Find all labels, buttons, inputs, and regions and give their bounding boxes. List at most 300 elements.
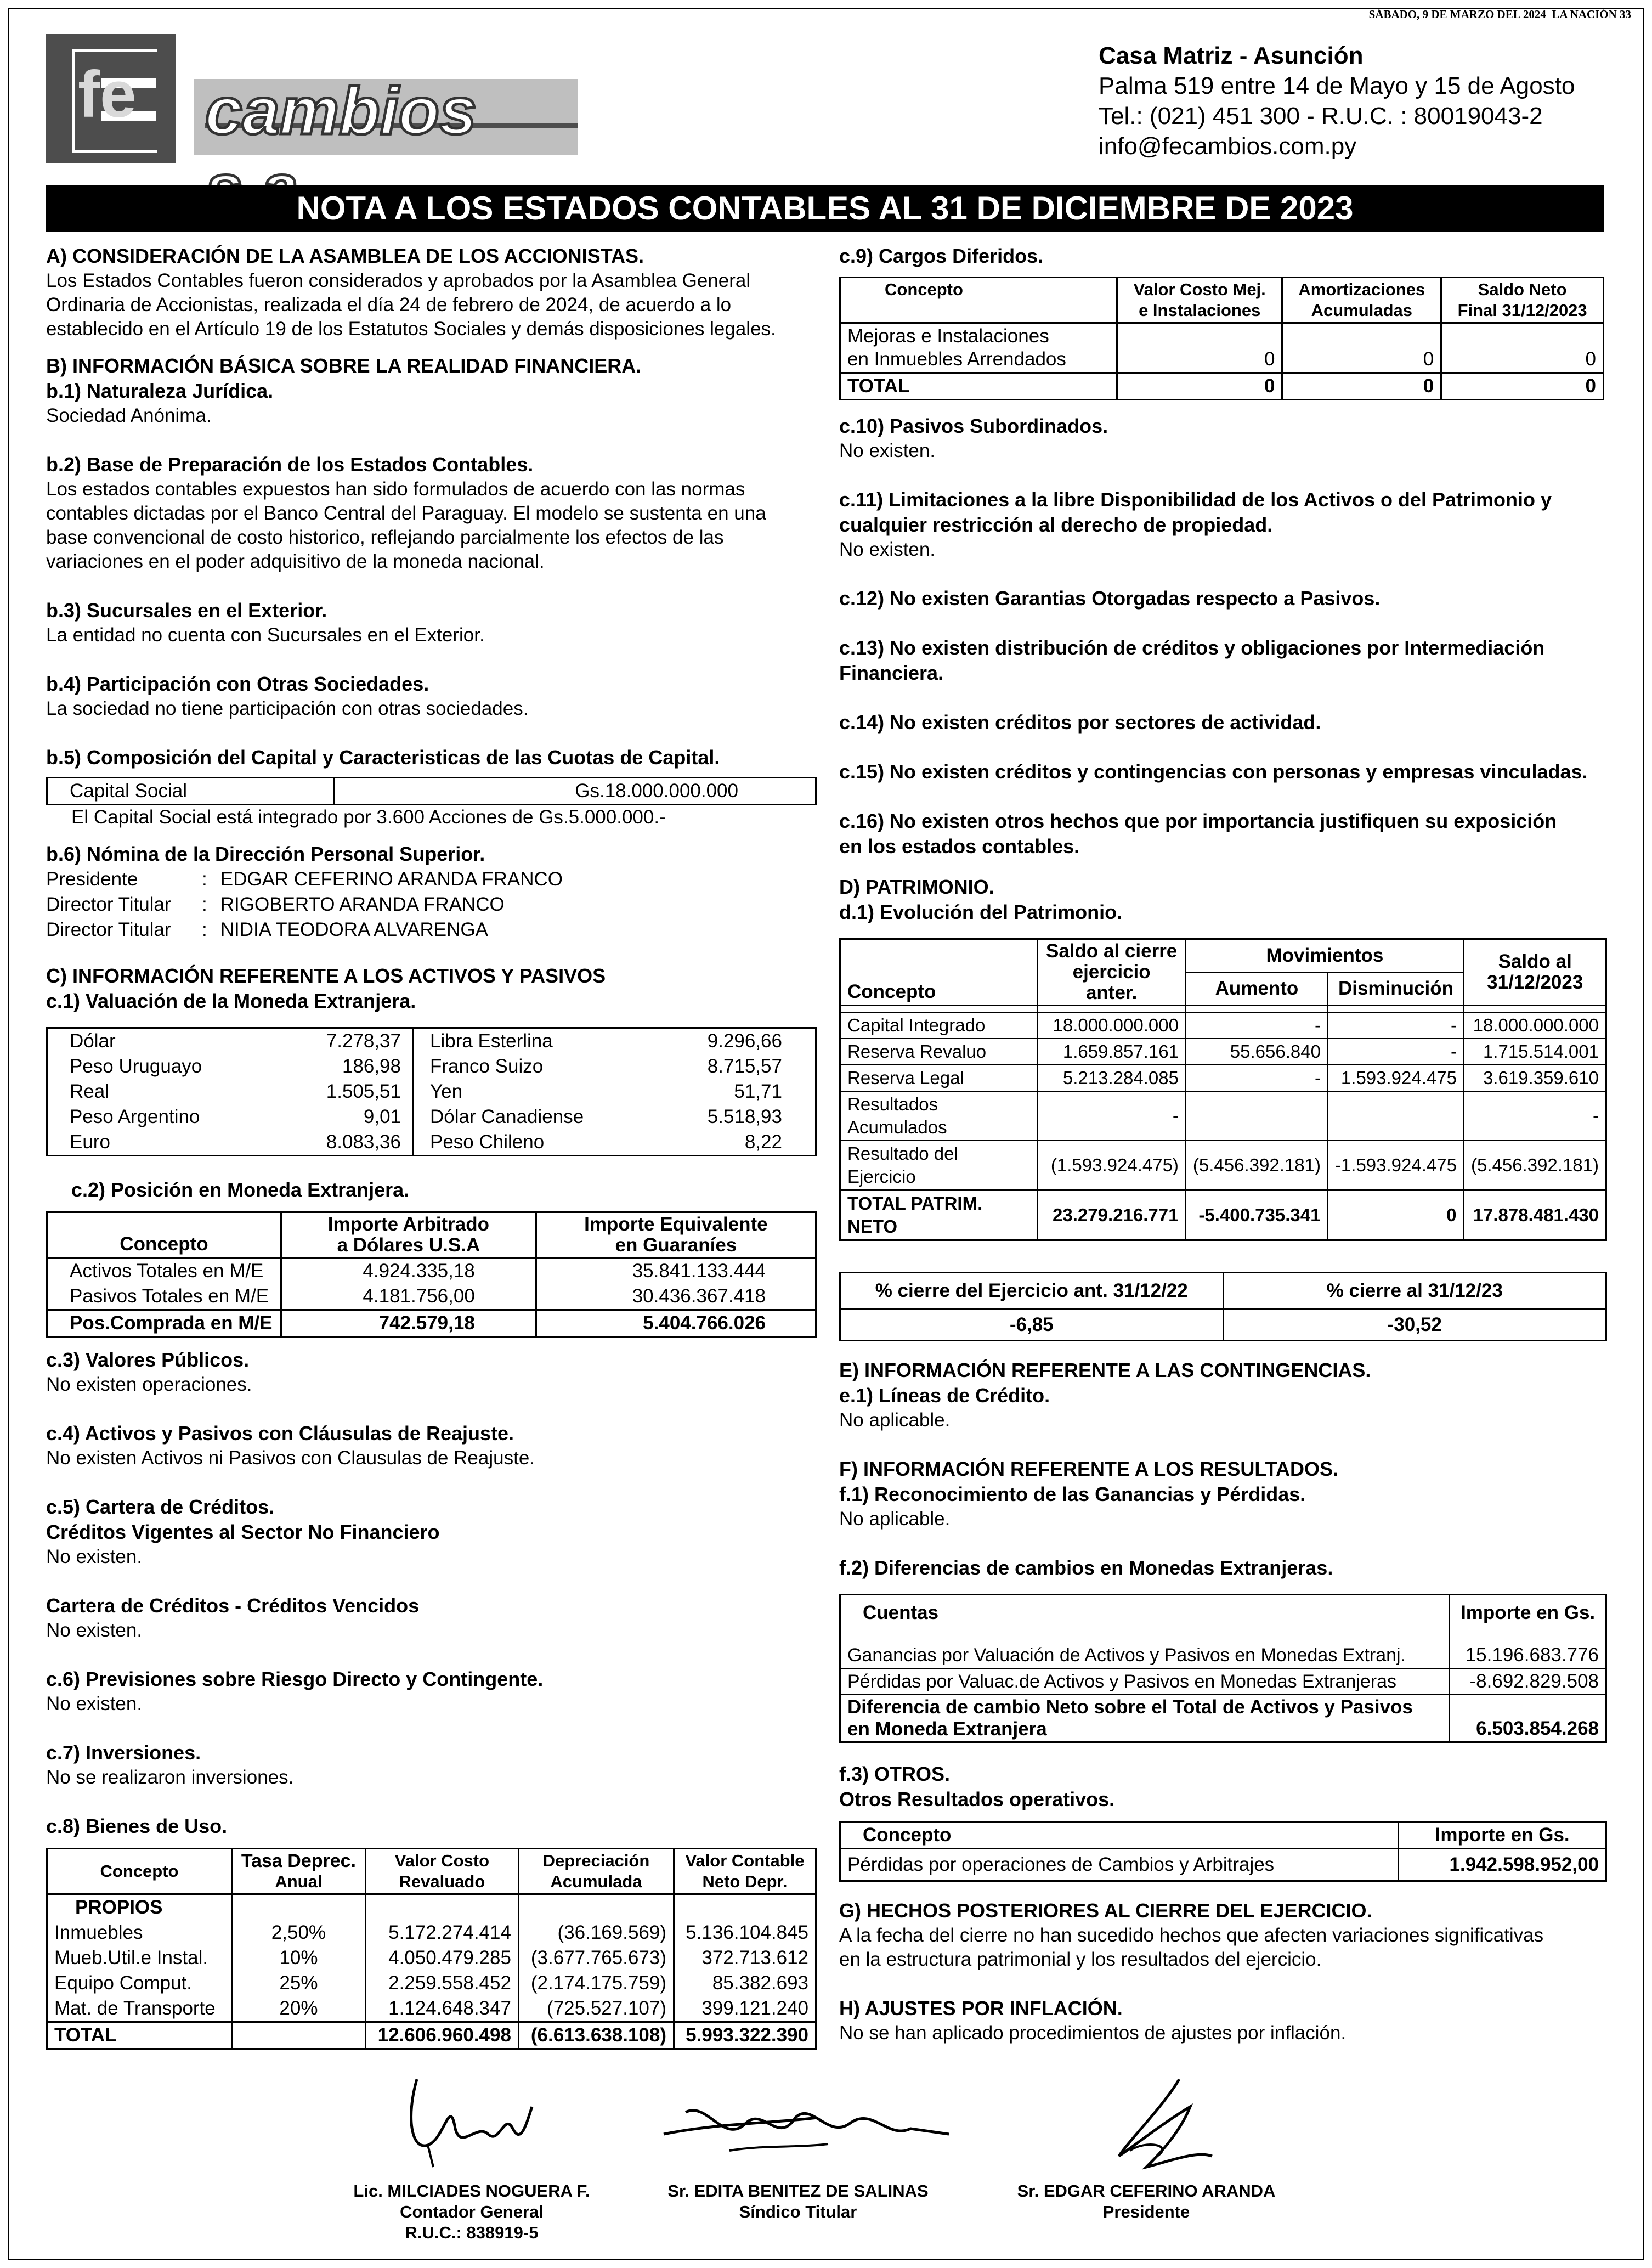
- table-cell: Inmuebles: [47, 1920, 232, 1945]
- directors-table: [39, 867, 569, 943]
- header-line: e Instalaciones: [1139, 301, 1261, 320]
- newspaper-header: [1369, 8, 1631, 21]
- text-line: Ordinaria de Accionistas, realizada el día 24 de febrero de 2024, de acuerdo a lo: [46, 294, 732, 315]
- table-cell: 8.715,57: [707, 1056, 782, 1077]
- title-line: c.11) Limitaciones a la libre Disponibilidad de los Activos o del Patrimonio y: [839, 488, 1552, 511]
- fx-valuation-table: [46, 1027, 817, 1156]
- table-cell: -1.593.924.475: [1328, 1141, 1464, 1191]
- table-header: Disminución: [1328, 972, 1464, 1006]
- table-cell: Libra Esterlina: [430, 1030, 553, 1052]
- company-address: Palma 519 entre 14 de Mayo y 15 de Agosto: [1099, 72, 1575, 99]
- header-line: Saldo al: [1498, 951, 1572, 972]
- table-row: [840, 1631, 1606, 1668]
- table-cell: 25%: [232, 1971, 366, 1996]
- table-header: [1441, 278, 1604, 323]
- section-c6-title: c.6) Previsiones sobre Riesgo Directo y Contingente.: [46, 1668, 544, 1690]
- table-cell: PROPIOS: [47, 1894, 232, 1921]
- fixed-assets-table: [46, 1848, 817, 2050]
- table-header-row: [47, 1849, 816, 1894]
- table-cell: 85.382.693: [674, 1971, 816, 1996]
- section-f1-title: f.1) Reconocimiento de las Ganancias y Pérdidas.: [839, 1482, 1306, 1505]
- table-cell: 0: [1441, 323, 1604, 373]
- table-cell: Activos Totales en M/E: [47, 1258, 281, 1284]
- text-line: variaciones en el poder adquisitivo de la moneda nacional.: [46, 551, 545, 572]
- section-c11-title: [839, 487, 1607, 538]
- table-header: [518, 1849, 674, 1894]
- header-line: Acumuladas: [1311, 301, 1412, 320]
- section-c7-title: c.7) Inversiones.: [46, 1741, 201, 1764]
- table-cell: Ganancias por Valuación de Activos y Pasivos en Monedas Extranj.: [840, 1631, 1450, 1668]
- section-b6-title: b.6) Nómina de la Dirección Personal Superior.: [46, 843, 485, 865]
- right-column: [839, 244, 1607, 2045]
- section-c14-title: c.14) No existen créditos por sectores de actividad.: [839, 711, 1321, 734]
- table-cell: 9.296,66: [707, 1030, 782, 1052]
- director-name: RIGOBERTO ARANDA FRANCO: [220, 894, 505, 915]
- table-cell: (2.174.175.759): [518, 1971, 674, 1996]
- table-cell: -: [1037, 1091, 1186, 1141]
- section-h-title: H) AJUSTES POR INFLACIÓN.: [839, 1996, 1123, 2019]
- table-cell: 5.518,93: [707, 1106, 782, 1127]
- table-header-row: [840, 939, 1606, 973]
- table-cell: 35.841.133.444: [536, 1258, 816, 1284]
- table-cell: Pasivos Totales en M/E: [47, 1284, 281, 1310]
- table-total-row: [47, 1310, 816, 1337]
- exchange-diff-table: [839, 1594, 1607, 1743]
- table-row: [47, 1079, 816, 1104]
- section-c3-title: c.3) Valores Públicos.: [46, 1349, 250, 1371]
- table-row: [840, 1848, 1606, 1881]
- table-cell: 55.656.840: [1186, 1039, 1328, 1065]
- table-cell: Resultados Acumulados: [840, 1091, 1038, 1141]
- director-sep: :: [202, 868, 207, 890]
- section-c15-title: c.15) No existen créditos y contingencias con personas y empresas vinculadas.: [839, 760, 1588, 783]
- header-line: Importe Equivalente: [584, 1214, 768, 1235]
- table-header: [1037, 939, 1186, 1006]
- table-cell: Pos.Comprada en M/E: [47, 1310, 281, 1337]
- table-row: [840, 1012, 1606, 1039]
- section-c5-sub2: Cartera de Créditos - Créditos Vencidos: [46, 1594, 420, 1617]
- table-cell: Reserva Legal: [840, 1065, 1038, 1091]
- title-line: cualquier restricción al derecho de propiedad.: [839, 514, 1273, 536]
- header-line: Final 31/12/2023: [1457, 301, 1587, 320]
- header-line: Saldo al cierre: [1045, 940, 1178, 962]
- table-cell: 1.942.598.952,00: [1399, 1848, 1606, 1881]
- table-cell: 5.993.322.390: [674, 2022, 816, 2049]
- section-b5-title: b.5) Composición del Capital y Caracteristicas de las Cuotas de Capital.: [46, 746, 720, 769]
- table-row: [47, 1028, 816, 1054]
- table-cell: Dólar: [70, 1030, 116, 1052]
- section-c11-text: No existen.: [839, 539, 936, 560]
- section-f3-title: f.3) OTROS.: [839, 1762, 951, 1785]
- section-c6-text: No existen.: [46, 1693, 143, 1714]
- header-line: Anual: [275, 1872, 323, 1891]
- table-cell: 20%: [232, 1996, 366, 2022]
- section-g-title: G) HECHOS POSTERIORES AL CIERRE DEL EJERCICIO.: [839, 1899, 1372, 1922]
- table-cell: (6.613.638.108): [518, 2022, 674, 2049]
- table-cell: Pérdidas por Valuac.de Activos y Pasivos en Monedas Extranjeras: [840, 1668, 1450, 1695]
- table-row: [47, 1104, 816, 1130]
- table-cell: 0: [1282, 373, 1441, 400]
- section-c16-title: [839, 809, 1607, 859]
- section-e-title: E) INFORMACIÓN REFERENTE A LAS CONTINGENCIAS.: [839, 1358, 1371, 1381]
- section-e1-text: No aplicable.: [839, 1409, 951, 1431]
- company-info: [1099, 41, 1575, 161]
- table-cell: -5.400.735.341: [1186, 1190, 1328, 1240]
- table-cell: 4.924.335,18: [281, 1258, 536, 1284]
- table-header-row: [840, 1821, 1606, 1848]
- table-cell: Real: [70, 1081, 109, 1102]
- table-cell: 5.136.104.845: [674, 1920, 816, 1945]
- table-header: [365, 1849, 518, 1894]
- section-g-text: [839, 1923, 1607, 1972]
- table-cell: -6,85: [840, 1309, 1224, 1340]
- table-row: [47, 1920, 816, 1945]
- section-c5-sub1: Créditos Vigentes al Sector No Financiero: [46, 1521, 440, 1543]
- table-cell: 5.213.284.085: [1037, 1065, 1186, 1091]
- table-cell: Pérdidas por operaciones de Cambios y Arbitrajes: [840, 1848, 1399, 1881]
- table-header: % cierre al 31/12/23: [1223, 1272, 1606, 1309]
- director-name: EDGAR CEFERINO ARANDA FRANCO: [220, 868, 563, 890]
- table-row: [840, 1141, 1606, 1191]
- header-line: Valor Costo: [394, 1851, 490, 1870]
- director-sep: :: [202, 919, 207, 940]
- table-row: [47, 1258, 816, 1284]
- section-c2-title: c.2) Posición en Moneda Extranjera.: [71, 1178, 410, 1201]
- table-header: [674, 1849, 816, 1894]
- signature-title: Presidente: [1102, 2202, 1190, 2221]
- table-row: [840, 1039, 1606, 1065]
- table-cell: -: [1186, 1012, 1328, 1039]
- table-header: [1282, 278, 1441, 323]
- table-cell: Franco Suizo: [430, 1056, 544, 1077]
- signature-scribble-2: [653, 2079, 960, 2167]
- section-b3-title: b.3) Sucursales en el Exterior.: [46, 599, 327, 622]
- section-a-text: [46, 269, 825, 341]
- table-cell: 4.050.479.285: [365, 1945, 518, 1971]
- header-line: Importe Arbitrado: [327, 1214, 490, 1235]
- table-cell: (1.593.924.475): [1037, 1141, 1186, 1191]
- table-cell: Yen: [430, 1081, 463, 1102]
- header-line: 31/12/2023: [1487, 972, 1583, 993]
- section-c5-title: c.5) Cartera de Créditos.: [46, 1496, 275, 1518]
- table-cell: Capital Integrado: [840, 1012, 1038, 1039]
- director-row: [39, 917, 569, 943]
- table-cell: Reserva Revaluo: [840, 1039, 1038, 1065]
- section-b1-text: Sociedad Anónima.: [46, 405, 212, 426]
- table-cell: TOTAL PATRIM. NETO: [840, 1190, 1038, 1240]
- section-c7-text: No se realizaron inversiones.: [46, 1767, 294, 1788]
- header-line: Neto Depr.: [702, 1872, 788, 1891]
- section-b2-title: b.2) Base de Preparación de los Estados Contables.: [46, 453, 534, 476]
- header-line: ejercicio anter.: [1072, 961, 1151, 1003]
- table-cell: 372.713.612: [674, 1945, 816, 1971]
- table-cell: 5.172.274.414: [365, 1920, 518, 1945]
- table-cell: Euro: [70, 1131, 110, 1153]
- table-header: Importe en Gs.: [1461, 1601, 1596, 1623]
- table-header: Importe en Gs.: [1399, 1821, 1606, 1848]
- section-d-title: D) PATRIMONIO.: [839, 876, 994, 898]
- text-line: Los estados contables expuestos han sido formulados de acuerdo con las normas: [46, 478, 745, 500]
- table-header: [536, 1212, 816, 1258]
- table-header: [281, 1212, 536, 1258]
- section-a-title: A) CONSIDERACIÓN DE LA ASAMBLEA DE LOS ACCIONISTAS.: [46, 245, 644, 267]
- header-line: Depreciación: [542, 1851, 650, 1870]
- director-role: Presidente: [46, 868, 138, 890]
- section-f1-text: No aplicable.: [839, 1508, 951, 1530]
- newspaper-page: LA NACIÓN 33: [1552, 8, 1631, 21]
- table-cell: TOTAL: [840, 373, 1117, 400]
- capital-note: El Capital Social está integrado por 3.600 Acciones de Gs.5.000.000.-: [71, 806, 666, 828]
- director-row: [39, 892, 569, 917]
- section-c8-title: c.8) Bienes de Uso.: [46, 1815, 228, 1837]
- left-column: [46, 244, 825, 2050]
- table-cell: 1.593.924.475: [1328, 1065, 1464, 1091]
- header-line: en Guaraníes: [615, 1234, 737, 1256]
- section-b-title: B) INFORMACIÓN BÁSICA SOBRE LA REALIDAD FINANCIERA.: [46, 354, 642, 377]
- table-header: Concepto: [47, 1212, 281, 1258]
- signature-title: Contador General: [400, 2202, 544, 2221]
- table-cell: [232, 2022, 366, 2049]
- table-header: Cuentas: [840, 1594, 1450, 1631]
- table-header: [1464, 939, 1606, 1006]
- header-line: Amortizaciones: [1298, 280, 1425, 299]
- table-cell: 186,98: [285, 1054, 413, 1079]
- table-cell: Dólar Canadiense: [430, 1106, 584, 1127]
- section-c5-text2: No existen.: [46, 1620, 143, 1641]
- table-cell: [840, 323, 1117, 373]
- section-f2-title: f.2) Diferencias de cambios en Monedas Extranjeras.: [839, 1556, 1333, 1579]
- table-cell: 10%: [232, 1945, 366, 1971]
- signature-block-president: [987, 2181, 1305, 2222]
- table-header: Concepto: [840, 939, 1038, 1006]
- deferred-charges-table: [839, 277, 1604, 400]
- table-total-row: [840, 1190, 1606, 1240]
- header-line: Saldo Neto: [1478, 280, 1567, 299]
- table-cell: 1.715.514.001: [1464, 1039, 1606, 1065]
- table-cell: Equipo Comput.: [47, 1971, 232, 1996]
- table-row: [47, 1945, 816, 1971]
- table-header: Concepto: [840, 278, 1117, 323]
- table-cell: 0: [1441, 373, 1604, 400]
- capital-label: Capital Social: [47, 778, 334, 805]
- table-cell: 17.878.481.430: [1464, 1190, 1606, 1240]
- section-d1-title: d.1) Evolución del Patrimonio.: [839, 901, 1123, 923]
- director-role: Director Titular: [46, 894, 171, 915]
- table-cell: 0: [1117, 373, 1282, 400]
- table-cell: -: [1328, 1012, 1464, 1039]
- table-cell: 3.619.359.610: [1464, 1065, 1606, 1091]
- table-cell: -: [1328, 1039, 1464, 1065]
- table-cell: (5.456.392.181): [1464, 1141, 1606, 1191]
- table-row: [47, 1996, 816, 2022]
- section-c13-title: [839, 635, 1607, 686]
- table-total-row: [840, 373, 1604, 400]
- table-row: [47, 1130, 816, 1156]
- cell-line: Mejoras e Instalaciones: [847, 325, 1049, 347]
- table-group-row: [47, 1894, 816, 1921]
- table-cell: 4.181.756,00: [281, 1284, 536, 1310]
- section-c9-title: c.9) Cargos Diferidos.: [839, 245, 1044, 267]
- table-header: % cierre del Ejercicio ant. 31/12/22: [840, 1272, 1224, 1309]
- equity-table: [839, 938, 1607, 1241]
- table-row: [840, 1091, 1606, 1141]
- text-line: contables dictadas por el Banco Central del Paraguay. El modelo se sustenta en una: [46, 503, 766, 524]
- company-email: info@fecambios.com.py: [1099, 133, 1357, 160]
- section-b4-title: b.4) Participación con Otras Sociedades.: [46, 673, 429, 695]
- table-cell: [1186, 1091, 1328, 1141]
- logo-mark: [46, 34, 176, 163]
- signature-name: Sr. EDGAR CEFERINO ARANDA: [1017, 2181, 1276, 2201]
- table-cell: 8,22: [744, 1131, 782, 1153]
- section-c12-title: c.12) No existen Garantias Otorgadas respecto a Pasivos.: [839, 587, 1381, 610]
- table-header: Movimientos: [1186, 939, 1464, 973]
- cell-line: en Moneda Extranjera: [847, 1718, 1047, 1740]
- cell-line: en Inmuebles Arrendados: [847, 348, 1066, 370]
- section-b1-title: b.1) Naturaleza Jurídica.: [46, 380, 274, 402]
- table-cell: 23.279.216.771: [1037, 1190, 1186, 1240]
- director-role: Director Titular: [46, 919, 171, 940]
- signature-name: Sr. EDITA BENITEZ DE SALINAS: [667, 2181, 929, 2201]
- table-cell: -: [1186, 1065, 1328, 1091]
- section-c10-text: No existen.: [839, 440, 936, 461]
- logo-text: cambios: [205, 74, 477, 148]
- table-total-row: [840, 1695, 1606, 1742]
- header-line: Revaluado: [399, 1872, 485, 1891]
- table-cell: 12.606.960.498: [365, 2022, 518, 2049]
- capital-table: [46, 777, 817, 805]
- table-header: [1117, 278, 1282, 323]
- signature-block-accountant: [329, 2181, 614, 2243]
- table-cell: 18.000.000.000: [1037, 1012, 1186, 1039]
- table-cell: 18.000.000.000: [1464, 1012, 1606, 1039]
- header-line: Acumulada: [550, 1872, 642, 1891]
- table-header: [232, 1849, 366, 1894]
- fx-position-table: [46, 1211, 817, 1338]
- table-header-row: [47, 1212, 816, 1258]
- table-cell: Resultado del Ejercicio: [840, 1141, 1038, 1191]
- table-total-row: [47, 2022, 816, 2049]
- text-line: en la estructura patrimonial y los resultados del ejercicio.: [839, 1948, 1322, 1970]
- table-cell: 8.083,36: [285, 1130, 413, 1156]
- table-cell: (5.456.392.181): [1186, 1141, 1328, 1191]
- table-cell: 15.196.683.776: [1450, 1631, 1606, 1668]
- table-cell: 0: [1282, 323, 1441, 373]
- section-c1-title: c.1) Valuación de la Moneda Extranjera.: [46, 990, 416, 1012]
- header-line: Valor Contable: [685, 1851, 805, 1870]
- section-b2-text: [46, 477, 825, 574]
- header-line: a Dólares U.S.A: [337, 1234, 480, 1256]
- table-cell: 399.121.240: [674, 1996, 816, 2022]
- director-name: NIDIA TEODORA ALVARENGA: [220, 919, 488, 940]
- page-title: NOTA A LOS ESTADOS CONTABLES AL 31 DE DICIEMBRE DE 2023: [46, 185, 1604, 232]
- table-cell: Mat. de Transporte: [47, 1996, 232, 2022]
- table-cell: 5.404.766.026: [536, 1310, 816, 1337]
- table-cell: 742.579,18: [281, 1310, 536, 1337]
- table-cell: 2,50%: [232, 1920, 366, 1945]
- table-row: [840, 1668, 1606, 1695]
- table-cell: Peso Uruguayo: [70, 1056, 202, 1077]
- table-cell: Peso Argentino: [70, 1106, 200, 1127]
- table-row: [47, 1971, 816, 1996]
- table-cell: 1.505,51: [285, 1079, 413, 1104]
- table-cell: Peso Chileno: [430, 1131, 545, 1153]
- table-row: [840, 1065, 1606, 1091]
- table-cell: 6.503.854.268: [1476, 1717, 1599, 1739]
- header-line: Tasa Deprec.: [241, 1850, 356, 1871]
- table-cell: 30.436.367.418: [536, 1284, 816, 1310]
- section-b4-text: La sociedad no tiene participación con otras sociedades.: [46, 698, 529, 719]
- logo-mark-text: fe: [78, 58, 137, 131]
- signature-title: Síndico Titular: [739, 2202, 857, 2221]
- company-logo: [46, 34, 578, 163]
- table-cell: 9,01: [285, 1104, 413, 1130]
- table-cell: TOTAL: [47, 2022, 232, 2049]
- text-line: base convencional de costo historico, reflejando parcialmente los efectos de las: [46, 527, 724, 548]
- table-header-row: [840, 1594, 1606, 1631]
- table-cell: -: [1464, 1091, 1606, 1141]
- section-c5-text1: No existen.: [46, 1546, 143, 1567]
- table-cell: (725.527.107): [518, 1996, 674, 2022]
- text-line: establecido en el Artículo 19 de los Estatutos Sociales y demás disposiciones legales.: [46, 318, 776, 340]
- text-line: A la fecha del cierre no han sucedido hechos que afecten variaciones significativas: [839, 1924, 1544, 1946]
- table-cell: 51,71: [734, 1081, 782, 1102]
- director-sep: :: [202, 894, 207, 915]
- table-header: Aumento: [1186, 972, 1328, 1006]
- table-cell: 0: [1117, 323, 1282, 373]
- title-line: en los estados contables.: [839, 835, 1080, 857]
- newspaper-date: SÁBADO, 9 DE MARZO DEL 2024: [1368, 8, 1546, 21]
- section-c4-title: c.4) Activos y Pasivos con Cláusulas de Reajuste.: [46, 1422, 514, 1445]
- section-b3-text: La entidad no cuenta con Sucursales en el Exterior.: [46, 624, 485, 646]
- section-e1-title: e.1) Líneas de Crédito.: [839, 1384, 1050, 1407]
- section-c4-text: No existen Activos ni Pasivos con Clausulas de Reajuste.: [46, 1447, 535, 1469]
- signature-scribble-3: [1097, 2074, 1229, 2184]
- table-cell: (36.169.569): [518, 1920, 674, 1945]
- table-cell: 2.259.558.452: [365, 1971, 518, 1996]
- title-line: c.13) No existen distribución de créditos y obligaciones por Intermediación: [839, 636, 1545, 659]
- table-cell: 7.278,37: [285, 1028, 413, 1054]
- section-c3-text: No existen operaciones.: [46, 1374, 252, 1395]
- company-office: Casa Matriz - Asunción: [1099, 42, 1364, 69]
- table-row: [840, 1309, 1606, 1340]
- signature-name: Lic. MILCIADES NOGUERA F.: [353, 2181, 590, 2201]
- section-h-text: No se han aplicado procedimientos de ajustes por inflación.: [839, 2022, 1347, 2044]
- cell-line: Diferencia de cambio Neto sobre el Total de Activos y Pasivos: [847, 1696, 1413, 1718]
- table-header: Concepto: [840, 1821, 1399, 1848]
- table-header: Concepto: [47, 1849, 232, 1894]
- section-f-title: F) INFORMACIÓN REFERENTE A LOS RESULTADOS.: [839, 1457, 1338, 1480]
- table-cell: 0: [1328, 1190, 1464, 1240]
- section-f3-sub: Otros Resultados operativos.: [839, 1787, 1115, 1810]
- company-phone: Tel.: (021) 451 300 - R.U.C. : 80019043-2: [1099, 103, 1543, 129]
- signature-scribble-1: [395, 2063, 548, 2173]
- title-line: c.16) No existen otros hechos que por importancia justifiquen su exposición: [839, 810, 1557, 832]
- table-cell: (3.677.765.673): [518, 1945, 674, 1971]
- table-cell: [840, 1695, 1450, 1742]
- title-line: Financiera.: [839, 662, 944, 684]
- text-line: Los Estados Contables fueron considerados y aprobados por la Asamblea General: [46, 270, 751, 291]
- table-cell: 1.659.857.161: [1037, 1039, 1186, 1065]
- table-cell: -8.692.829.508: [1450, 1668, 1606, 1695]
- table-cell: 1.124.648.347: [365, 1996, 518, 2022]
- equity-percentage-table: [839, 1272, 1607, 1341]
- signature-block-syndic: [644, 2181, 952, 2222]
- signature-ruc: R.U.C.: 838919-5: [405, 2223, 539, 2242]
- table-cell: -30,52: [1223, 1309, 1606, 1340]
- table-cell: Mueb.Util.e Instal.: [47, 1945, 232, 1971]
- table-row: [47, 1284, 816, 1310]
- table-row: [840, 323, 1604, 373]
